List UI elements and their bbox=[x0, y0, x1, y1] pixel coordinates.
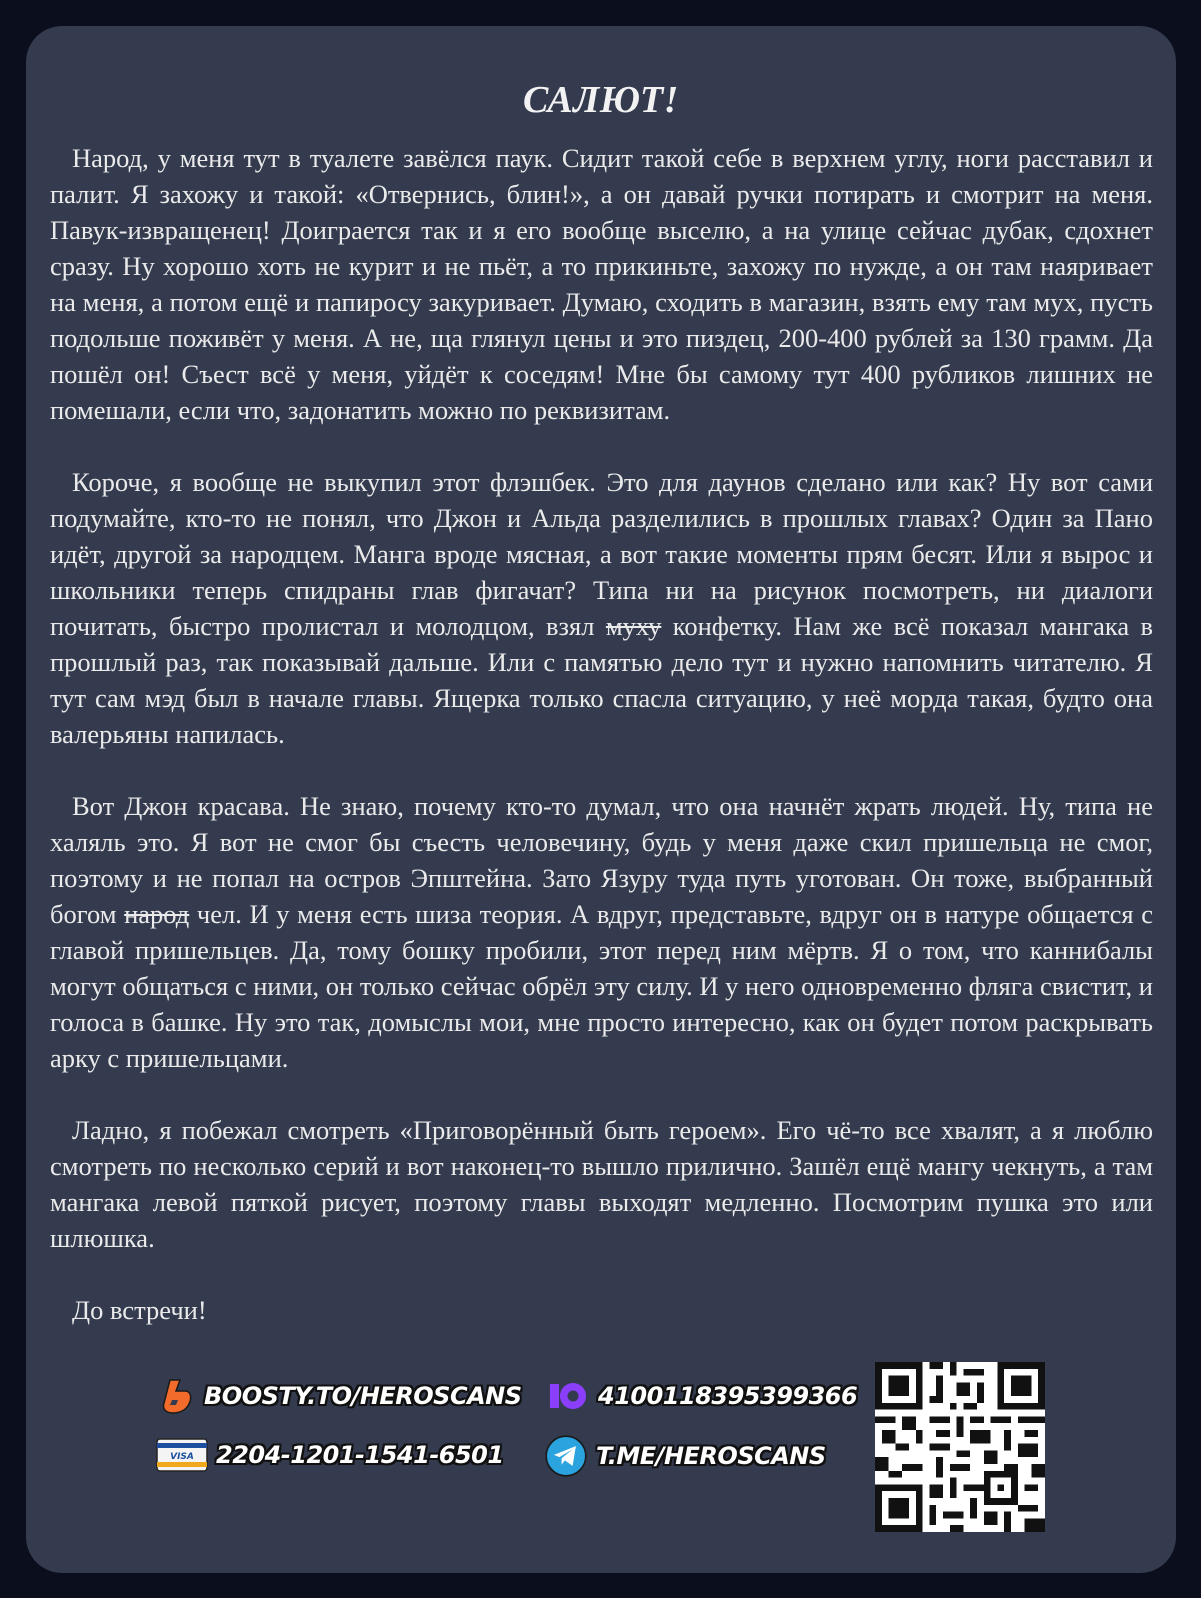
yoomoney-link[interactable] bbox=[544, 1376, 857, 1416]
paragraph bbox=[50, 140, 1153, 428]
qr-code-icon[interactable] bbox=[875, 1362, 1045, 1532]
paragraph-text: Народ, у меня тут в туалете завёлся паук. Сидит такой себе в верхнем углу, ноги расставил и палит. Я захожу и такой: «Отвернись, блин!», а он давай ручки потирать и смотрит на меня. Павук-извращенец! Доиграется так и я его вообще выселю, а на улице сейчас дубак, сдохнет сразу. Ну хорошо хоть не курит и не пьёт, а то прикиньте, захожу по нужде, а он там наяривает на меня, а потом ещё и папиросу закуривает. Думаю, сходить в магазин, взять ему там мух, пусть подольше поживёт у меня. А не, ща глянул цены и это пиздец, 200-400 рублей за 130 грамм. Да пошёл он! Съест всё у меня, уйдёт к соседям! Мне бы самому тут 400 рубликов лишних не помешали, если что, задонатить можно по реквизитам. bbox=[50, 143, 1153, 425]
paragraph-text: Вот Джон красава. Не знаю, почему кто-то думал, что она начнёт жрать людей. Ну, типа не халяль это. Я вот не смог бы съесть человечину, будь у меня даже скил пришельца не смог, поэтому и не попал на остров Эпштейна. Зато Язуру туда путь уготован. Он тоже, выбранный богом bbox=[50, 791, 1153, 929]
telegram-icon bbox=[544, 1434, 588, 1478]
card-number: 2204-1201-1541-6501 bbox=[216, 1441, 504, 1469]
yoomoney-number: 4100118395399366 bbox=[598, 1382, 858, 1410]
donation-links bbox=[156, 1372, 856, 1502]
telegram-link[interactable] bbox=[544, 1434, 826, 1478]
announcement-body bbox=[50, 140, 1153, 1328]
strikethrough-word: муху bbox=[605, 611, 662, 641]
page-title: САЛЮТ! bbox=[523, 79, 679, 121]
paragraph bbox=[50, 1112, 1153, 1256]
paragraph bbox=[50, 788, 1153, 1076]
announcement-card bbox=[26, 26, 1176, 1573]
paragraph bbox=[50, 464, 1153, 752]
yoomoney-icon bbox=[544, 1376, 590, 1416]
visa-card-icon bbox=[156, 1438, 208, 1472]
svg-text:VISA: VISA bbox=[170, 1452, 194, 1462]
paragraph-text: Ладно, я побежал смотреть «Приговорённый быть героем». Его чё-то все хвалят, а я люблю смотреть по несколько серий и вот наконец-то вышло прилично. Зашёл ещё мангу чекнуть, а там мангака левой пяткой рисует, поэтому главы выходят медленно. Посмотрим пушка это или шлюшка. bbox=[50, 1115, 1153, 1253]
paragraph-text: конфетку. Нам же всё показал мангака в прошлый раз, так показывай дальше. Или с памятью дело тут и нужно напомнить читателю. Я тут сам мэд был в начале главы. Ящерка только спасла ситуацию, у неё морда такая, будто она валерьяны напилась. bbox=[50, 611, 1154, 749]
paragraph-text: До встречи! bbox=[72, 1295, 207, 1325]
card-number-link[interactable] bbox=[156, 1438, 504, 1472]
strikethrough-word: народ bbox=[124, 899, 190, 929]
paragraph-text: чел. И у меня есть шиза теория. А вдруг, представьте, вдруг он в натуре общается с главой пришельцев. Да, тому бошку пробили, этот перед ним мёртв. Я о том, что каннибалы могут общаться с ними, он только сейчас обрёл эту силу. И у него одновременно фляга свистит, и голоса в башке. Ну это так, домыслы мои, мне просто интересно, как он будет потом раскрывать арку с пришельцами. bbox=[50, 899, 1153, 1073]
boosty-link-text: BOOSTY.TO/HEROSCANS bbox=[204, 1382, 522, 1410]
boosty-link[interactable] bbox=[156, 1376, 522, 1416]
telegram-link-text: T.ME/HEROSCANS bbox=[596, 1442, 826, 1470]
paragraph bbox=[50, 1292, 1153, 1328]
boosty-icon bbox=[156, 1376, 196, 1416]
paragraph-text: Короче, я вообще не выкупил этот флэшбек. Это для даунов сделано или как? Ну вот сами подумайте, кто-то не понял, что Джон и Альда разделились в прошлых главах? Один за Пано идёт, другой за народцем. Манга вроде мясная, а вот такие моменты прям бесят. Или я вырос и школьники теперь спидраны глав фигачат? Типа ни на рисунок посмотреть, ни диалоги почитать, быстро пролистал и молодцом, взял bbox=[50, 467, 1153, 641]
